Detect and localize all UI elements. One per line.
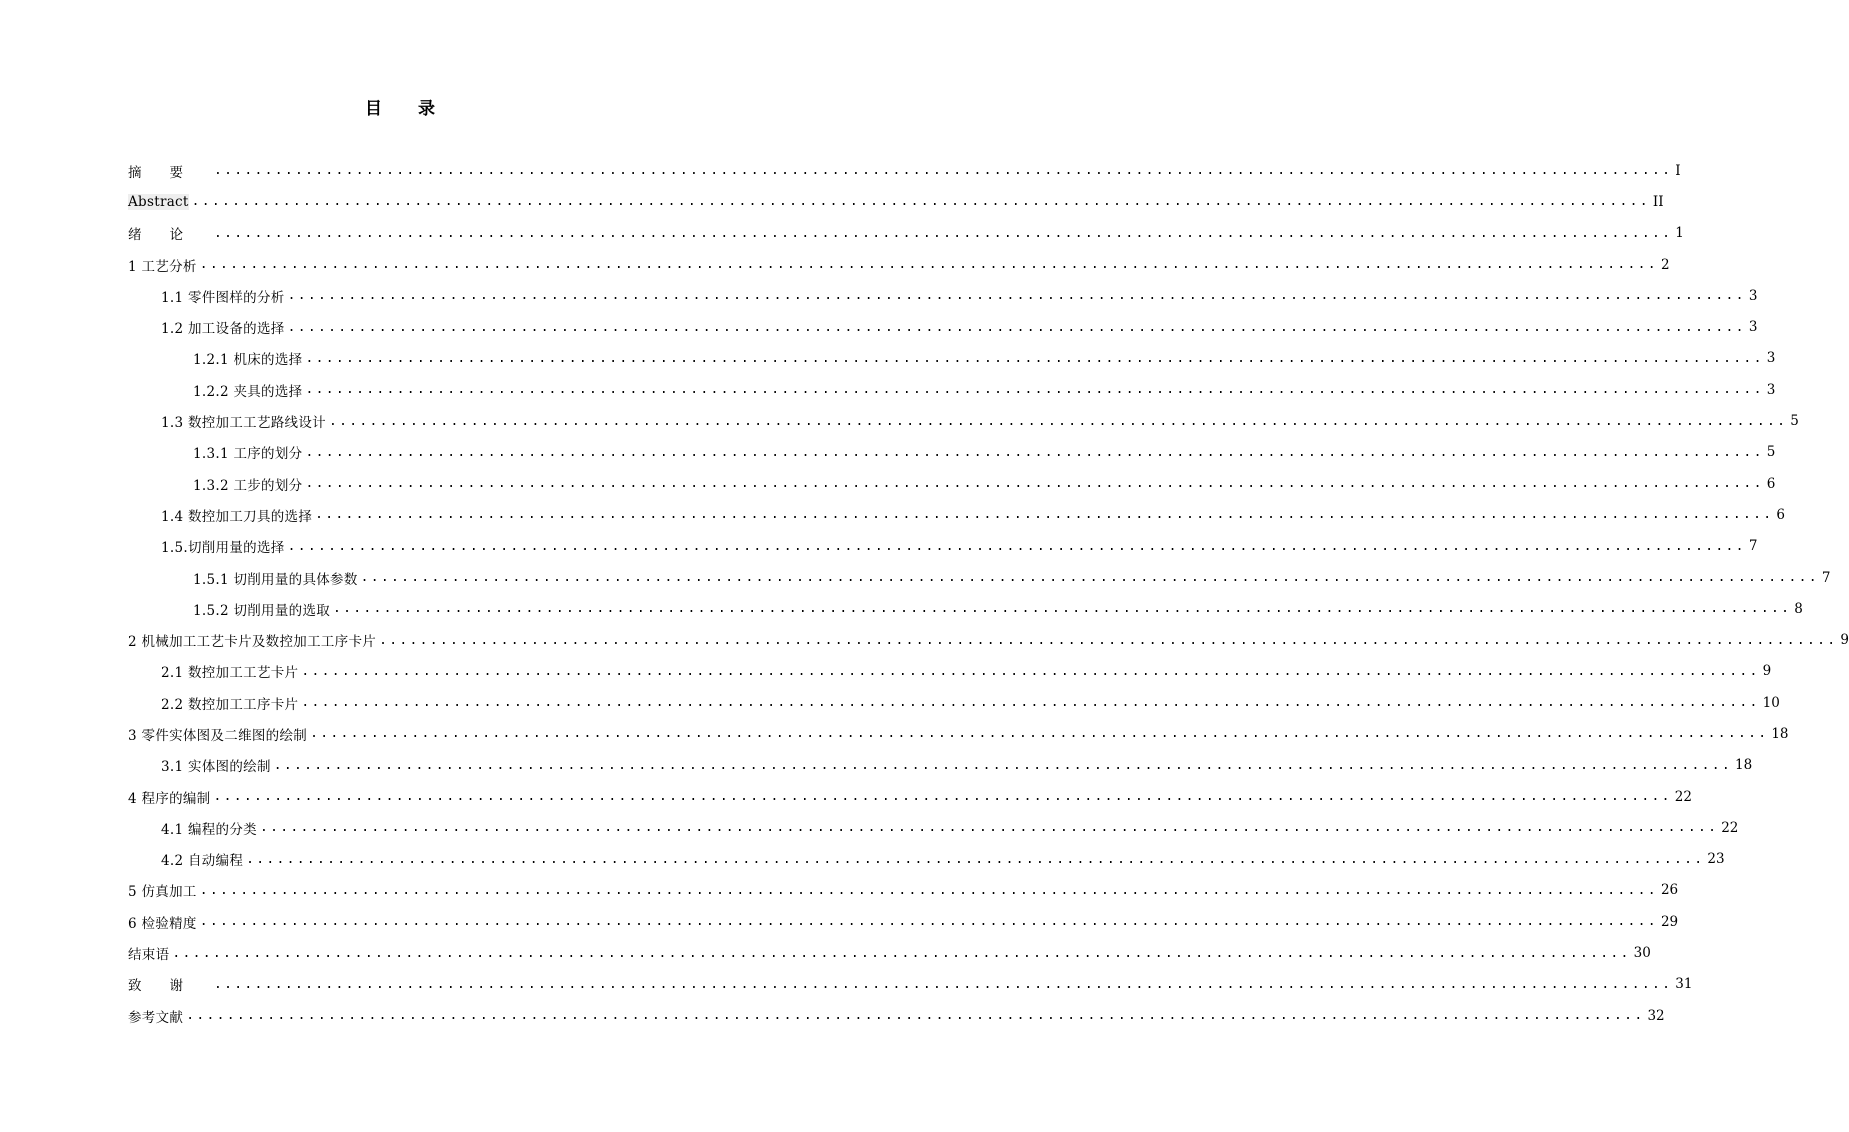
- toc-page-number: 3: [1748, 287, 1758, 304]
- toc-page-number: 7: [1821, 569, 1831, 586]
- toc-page-number: 18: [1735, 757, 1753, 774]
- toc-entry[interactable]: [128, 750, 1753, 781]
- toc-entry[interactable]: [128, 812, 1739, 843]
- toc-dot-leader: ................................................................................................................................................: [301, 695, 1760, 711]
- toc-entry-label: 3.1 实体图的绘制: [161, 759, 271, 776]
- toc-page-number: 8: [1794, 600, 1803, 617]
- toc-dot-leader: ................................................................................................................................................: [360, 570, 1819, 585]
- toc-dot-leader: ................................................................................................................................................: [186, 1008, 1645, 1024]
- toc-dot-leader: ................................................................................................................................................: [287, 538, 1746, 554]
- toc-entry[interactable]: [128, 937, 1651, 968]
- toc-entry-label: 1 工艺分析: [128, 258, 197, 275]
- toc-page-number: 3: [1766, 350, 1776, 367]
- toc-entry[interactable]: [128, 499, 1786, 530]
- toc-entry[interactable]: [128, 593, 1803, 624]
- toc-dot-leader: ................................................................................................................................................: [273, 757, 1733, 773]
- toc-dot-leader: ................................................................................................................................................: [199, 257, 1658, 273]
- toc-dot-leader: ................................................................................................................................................: [301, 663, 1760, 679]
- toc-entry-label: 致谢: [128, 978, 211, 995]
- toc-entry-label: 4.1 编程的分类: [161, 821, 257, 838]
- toc-entry-label: 6 检验精度: [128, 915, 197, 932]
- toc-dot-leader: ................................................................................................................................................: [305, 444, 1764, 460]
- toc-list: [128, 155, 1849, 1031]
- toc-dot-leader: ................................................................................................................................................: [305, 382, 1764, 398]
- toc-entry-label: 1.5.2 切削用量的选取: [193, 602, 331, 619]
- toc-page-number: 22: [1674, 788, 1692, 805]
- toc-entry-label: 绪论: [128, 227, 211, 244]
- toc-entry[interactable]: [128, 656, 1772, 687]
- toc-page-number: 1: [1675, 225, 1684, 242]
- toc-entry[interactable]: [128, 280, 1758, 311]
- toc-entry-label: 1.5.1 切削用量的具体参数: [193, 571, 358, 588]
- toc-dot-leader: ................................................................................................................................................: [287, 319, 1746, 335]
- toc-entry[interactable]: [128, 186, 1664, 217]
- toc-page-number: 26: [1660, 882, 1679, 899]
- toc-dot-leader: ................................................................................................................................................: [305, 476, 1764, 492]
- toc-entry-label: 参考文献: [128, 1009, 184, 1026]
- toc-dot-leader: ................................................................................................................................................: [191, 194, 1650, 210]
- toc-dot-leader: ................................................................................................................................................: [379, 632, 1838, 648]
- toc-entry-label: 摘要: [128, 164, 211, 181]
- toc-entry[interactable]: [128, 687, 1780, 718]
- toc-page-number: 32: [1647, 1007, 1665, 1024]
- toc-entry[interactable]: [128, 343, 1776, 374]
- toc-page-number: 2: [1660, 256, 1670, 273]
- toc-page-number: 23: [1707, 851, 1725, 868]
- toc-page-number: 10: [1762, 694, 1780, 711]
- toc-page-number: 9: [1840, 632, 1849, 649]
- toc-page-number: 22: [1721, 819, 1739, 836]
- toc-page-number: 9: [1762, 663, 1772, 680]
- toc-dot-leader: ................................................................................................................................................: [199, 914, 1658, 930]
- toc-page-number: 5: [1766, 444, 1776, 461]
- toc-entry[interactable]: [128, 969, 1693, 1000]
- toc-entry-label: 1.2.2 夹具的选择: [193, 383, 303, 400]
- toc-entry-label: 2.2 数控加工工序卡片: [161, 696, 299, 713]
- toc-page-number: 29: [1660, 913, 1679, 930]
- toc-entry[interactable]: [128, 155, 1681, 186]
- toc-entry-label: 2 机械加工工艺卡片及数控加工工序卡片: [128, 634, 377, 651]
- toc-entry-label: 1.4 数控加工刀具的选择: [161, 508, 313, 525]
- toc-dot-leader: ................................................................................................................................................: [287, 288, 1746, 304]
- toc-dot-leader: ................................................................................................................................................: [172, 945, 1631, 961]
- toc-entry[interactable]: [128, 875, 1679, 906]
- toc-entry-label: 5 仿真加工: [128, 884, 197, 901]
- toc-entry-label: 4 程序的编制: [128, 790, 211, 807]
- toc-entry[interactable]: [128, 1000, 1665, 1031]
- toc-entry[interactable]: [128, 781, 1692, 812]
- toc-entry-label: 4.2 自动编程: [161, 853, 244, 870]
- toc-entry[interactable]: [128, 624, 1849, 655]
- toc-entry-label: 1.1 零件图样的分析: [161, 289, 285, 306]
- toc-dot-leader: ................................................................................................................................................: [213, 789, 1672, 805]
- toc-entry-label: Abstract: [128, 193, 189, 210]
- toc-entry[interactable]: [128, 531, 1758, 562]
- toc-dot-leader: ................................................................................................................................................: [214, 225, 1673, 241]
- toc-entry-label: 1.3.1 工序的划分: [193, 446, 303, 463]
- toc-entry[interactable]: [128, 374, 1776, 405]
- toc-page-number: 3: [1748, 319, 1758, 336]
- toc-entry[interactable]: [128, 468, 1776, 499]
- toc-dot-leader: ................................................................................................................................................: [214, 163, 1673, 179]
- toc-dot-leader: ................................................................................................................................................: [328, 413, 1788, 429]
- toc-dot-leader: ................................................................................................................................................: [310, 726, 1769, 742]
- toc-page-number: 7: [1748, 538, 1758, 555]
- toc-dot-leader: ................................................................................................................................................: [214, 976, 1673, 992]
- toc-entry-label: 结束语: [128, 947, 170, 964]
- toc-entry[interactable]: [128, 844, 1725, 875]
- toc-page-number: II: [1652, 193, 1664, 210]
- toc-entry-label: 3 零件实体图及二维图的绘制: [128, 727, 308, 744]
- toc-entry-label: 2.1 数控加工工艺卡片: [161, 665, 299, 682]
- toc-dot-leader: ................................................................................................................................................: [246, 851, 1705, 867]
- toc-dot-leader: ................................................................................................................................................: [305, 350, 1764, 366]
- toc-entry[interactable]: [128, 311, 1758, 342]
- toc-entry-label: 1.3 数控加工工艺路线设计: [161, 415, 326, 432]
- toc-page-number: 31: [1675, 976, 1693, 993]
- toc-entry[interactable]: [128, 437, 1776, 468]
- toc-page-number: 18: [1771, 725, 1789, 742]
- toc-page-number: 5: [1790, 413, 1799, 430]
- toc-page-number: 3: [1766, 381, 1776, 398]
- toc-entry[interactable]: [128, 562, 1831, 593]
- toc-entry-label: 1.2 加工设备的选择: [161, 321, 285, 338]
- toc-entry[interactable]: [128, 218, 1684, 249]
- toc-entry[interactable]: [128, 249, 1670, 280]
- toc-entry-label: 1.2.1 机床的选择: [193, 352, 303, 369]
- toc-page-number: 6: [1776, 506, 1786, 523]
- toc-entry-label: 1.3.2 工步的划分: [193, 477, 303, 494]
- toc-entry[interactable]: [128, 405, 1799, 436]
- toc-dot-leader: ................................................................................................................................................: [199, 882, 1658, 898]
- toc-dot-leader: ................................................................................................................................................: [333, 601, 1792, 617]
- toc-dot-leader: ................................................................................................................................................: [259, 820, 1719, 836]
- toc-page-number: 30: [1633, 945, 1651, 962]
- toc-entry[interactable]: [128, 906, 1679, 937]
- toc-entry-label: 1.5.切削用量的选择: [161, 540, 285, 557]
- toc-title: 目 录: [365, 99, 450, 119]
- toc-dot-leader: ................................................................................................................................................: [315, 507, 1774, 523]
- toc-page-number: I: [1675, 162, 1681, 179]
- toc-page-number: 6: [1766, 475, 1776, 492]
- toc-entry[interactable]: [128, 718, 1789, 749]
